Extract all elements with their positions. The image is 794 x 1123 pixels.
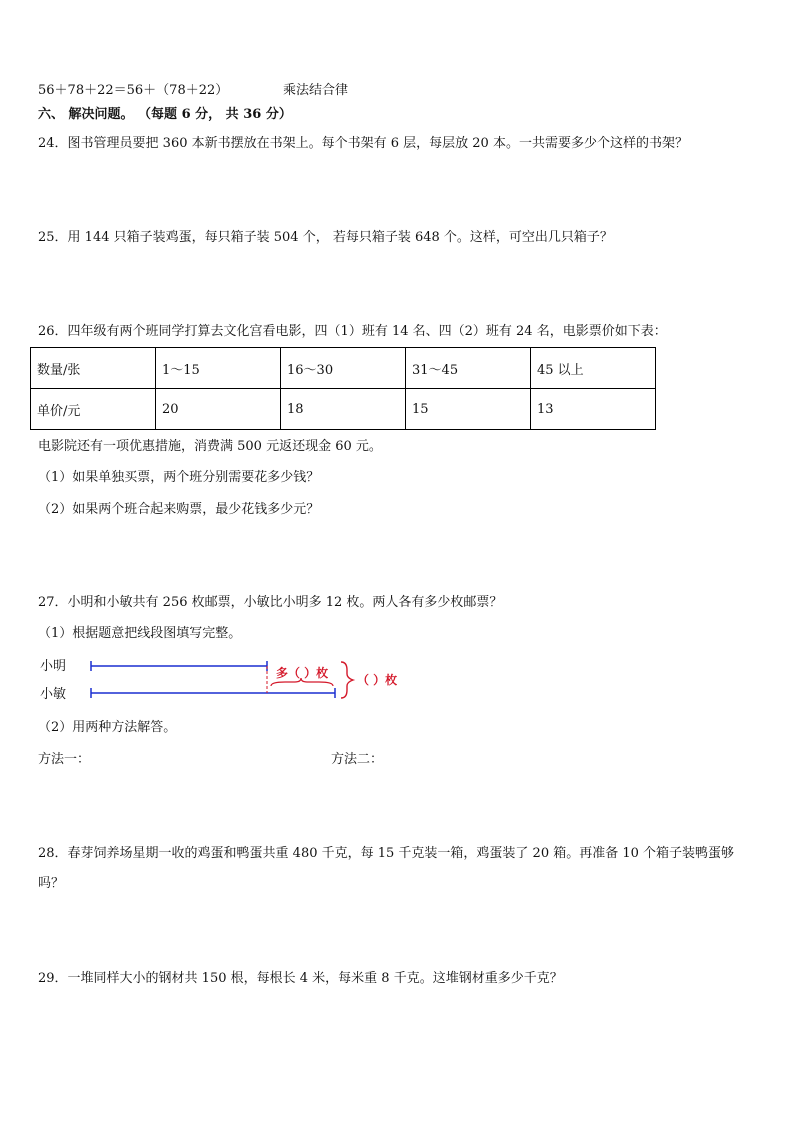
- method-one-label: 方法一：: [38, 752, 91, 767]
- question-27-stem: 27．小明和小敏共有 256 枚邮票，小敏比小明多 12 枚。两人各有多少枚邮票？: [38, 595, 503, 610]
- difference-label: 多（ ）枚: [276, 666, 329, 680]
- table-cell: 13: [531, 389, 656, 430]
- question-28-line1: 28．春芽饲养场星期一收的鸡蛋和鸭蛋共重 480 千克，每 15 千克装一箱，鸡蛋装了 20 箱。再准备 10 个箱子装鸭蛋够: [38, 846, 735, 861]
- table-row: [31, 389, 656, 430]
- label-xiaoming: 小明: [40, 659, 67, 674]
- label-xiaomin: 小敏: [40, 687, 67, 702]
- top-law-label: 乘法结合律: [283, 83, 349, 98]
- section-title: 六、 解决问题。 （每题 6 分， 共 36 分）: [38, 107, 292, 122]
- table-cell: 单价/元: [31, 389, 156, 430]
- table-cell: 31～45: [406, 348, 531, 389]
- question-24: 24．图书管理员要把 360 本新书摆放在书架上。每个书架有 6 层，每层放 20 本。一共需要多少个这样的书架？: [38, 136, 688, 151]
- question-26-note: 电影院还有一项优惠措施，消费满 500 元返还现金 60 元。: [38, 439, 382, 454]
- ticket-price-table: [30, 347, 656, 430]
- question-27-sub1: （1）根据题意把线段图填写完整。: [38, 626, 242, 641]
- table-cell: 数量/张: [31, 348, 156, 389]
- question-29: 29．一堆同样大小的钢材共 150 根，每根长 4 米，每米重 8 千克。这堆钢材重多少千克？: [38, 971, 563, 986]
- total-brace: [341, 662, 353, 698]
- table-cell: 15: [406, 389, 531, 430]
- table-cell: 20: [156, 389, 281, 430]
- question-27-sub2: （2）用两种方法解答。: [38, 720, 177, 735]
- table-cell: 18: [281, 389, 406, 430]
- table-cell: 16～30: [281, 348, 406, 389]
- question-26-sub1: （1）如果单独买票，两个班分别需要花多少钱？: [38, 470, 320, 485]
- question-28-line2: 吗？: [38, 876, 65, 891]
- question-26-sub2: （2）如果两个班合起来购票，最少花钱多少元？: [38, 502, 320, 517]
- table-row: [31, 348, 656, 389]
- top-equation: 56＋78＋22＝56＋（78＋22）: [38, 83, 229, 98]
- table-cell: 45 以上: [531, 348, 656, 389]
- method-two-label: 方法二：: [331, 752, 384, 767]
- table-cell: 1～15: [156, 348, 281, 389]
- question-25: 25．用 144 只箱子装鸡蛋，每只箱子装 504 个， 若每只箱子装 648 个。这样，可空出几只箱子？: [38, 230, 613, 245]
- question-26-stem: 26．四年级有两个班同学打算去文化宫看电影，四（1）班有 14 名、四（2）班有 24 名，电影票价如下表：: [38, 324, 667, 339]
- total-label: （ ）枚: [357, 673, 398, 687]
